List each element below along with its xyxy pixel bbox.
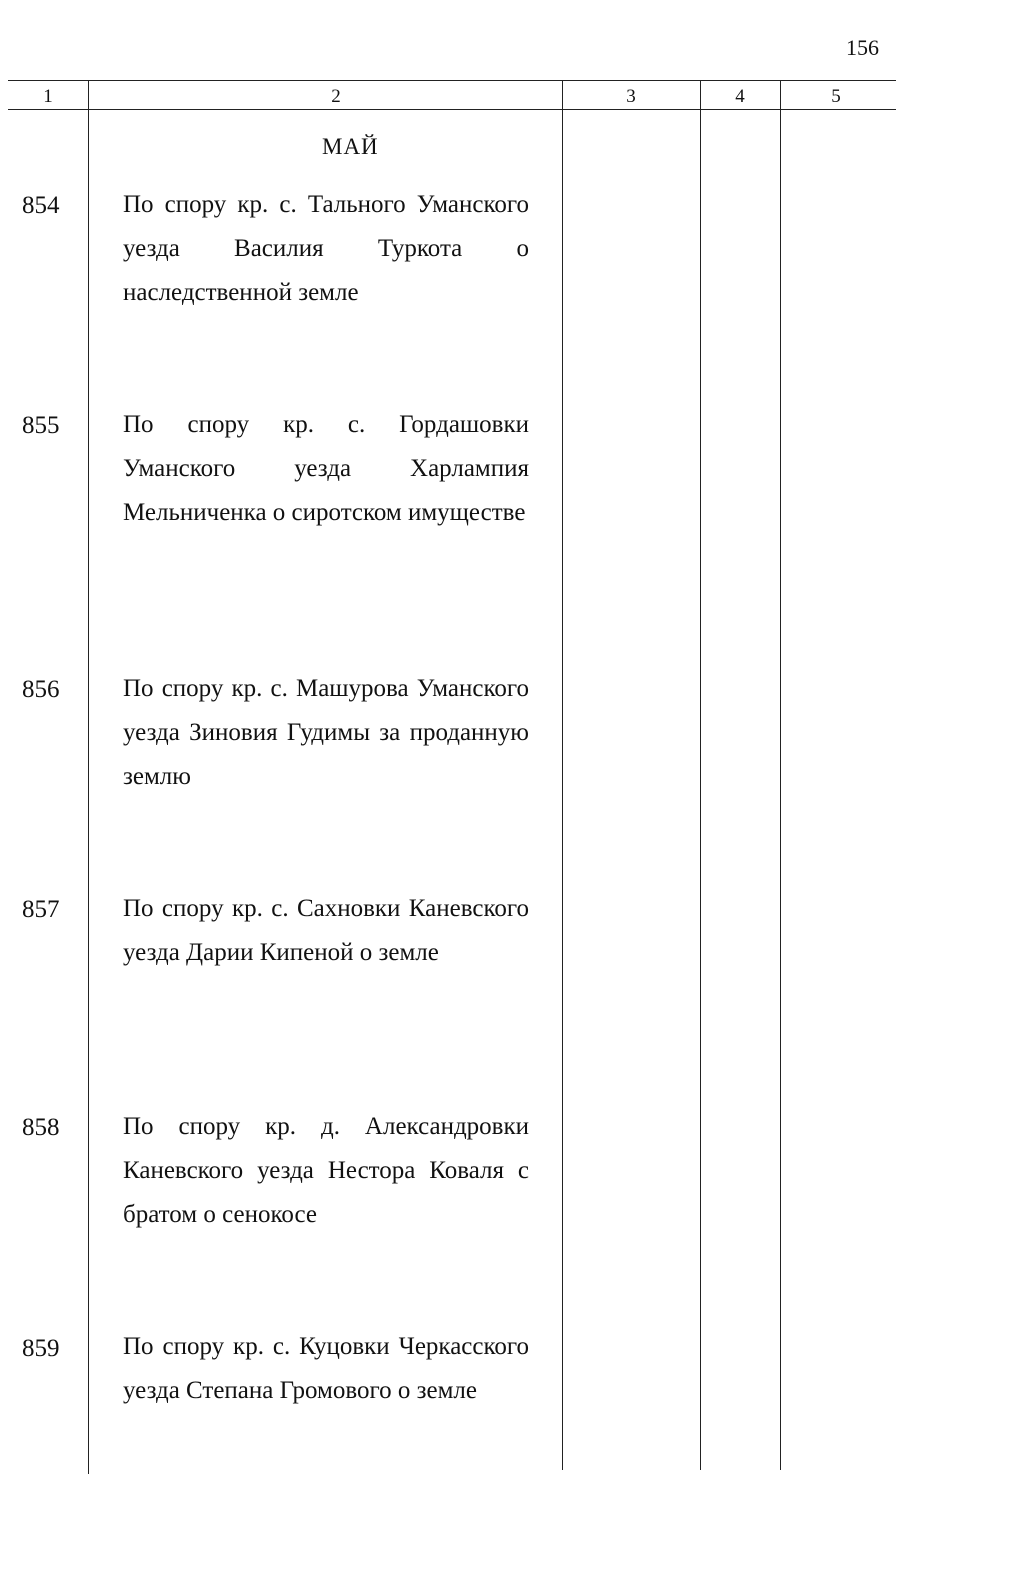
header-top-rule xyxy=(8,80,896,81)
page-number: 156 xyxy=(846,35,879,60)
header-bottom-rule xyxy=(8,109,896,110)
row-number: 859 xyxy=(22,1335,60,1362)
column-divider-1 xyxy=(88,80,89,1474)
section-title: МАЙ xyxy=(322,134,379,159)
column-header-3: 3 xyxy=(626,86,636,107)
row-number: 855 xyxy=(22,412,60,439)
column-header-2: 2 xyxy=(331,86,341,107)
row-description: По спору кр. с. Сахновки Каневского уезда Дарии Кипеной о земле xyxy=(123,895,529,966)
row-number: 858 xyxy=(22,1114,60,1141)
column-header-5: 5 xyxy=(831,86,841,107)
row-description: По спору кр. с. Гордашовки Уманского уезда Харлампия Мельниченка о сиротском имуществе xyxy=(123,411,529,526)
row-description: По спору кр. с. Тального Уманского уезда Василия Туркота о наследственной земле xyxy=(123,191,529,306)
column-header-1: 1 xyxy=(43,86,53,107)
column-divider-4 xyxy=(780,80,781,1470)
column-divider-3 xyxy=(700,80,701,1470)
row-number: 854 xyxy=(22,192,60,219)
column-divider-2 xyxy=(562,80,563,1470)
row-description: По спору кр. д. Александровки Каневского уезда Нестора Коваля с братом о сенокосе xyxy=(123,1113,529,1228)
row-number: 857 xyxy=(22,896,60,923)
column-header-4: 4 xyxy=(735,86,745,107)
row-description: По спору кр. с. Куцовки Черкасского уезда Степана Громового о земле xyxy=(123,1333,529,1404)
row-number: 856 xyxy=(22,676,60,703)
row-description: По спору кр. с. Машурова Уманского уезда Зиновия Гудимы за проданную землю xyxy=(123,675,529,790)
